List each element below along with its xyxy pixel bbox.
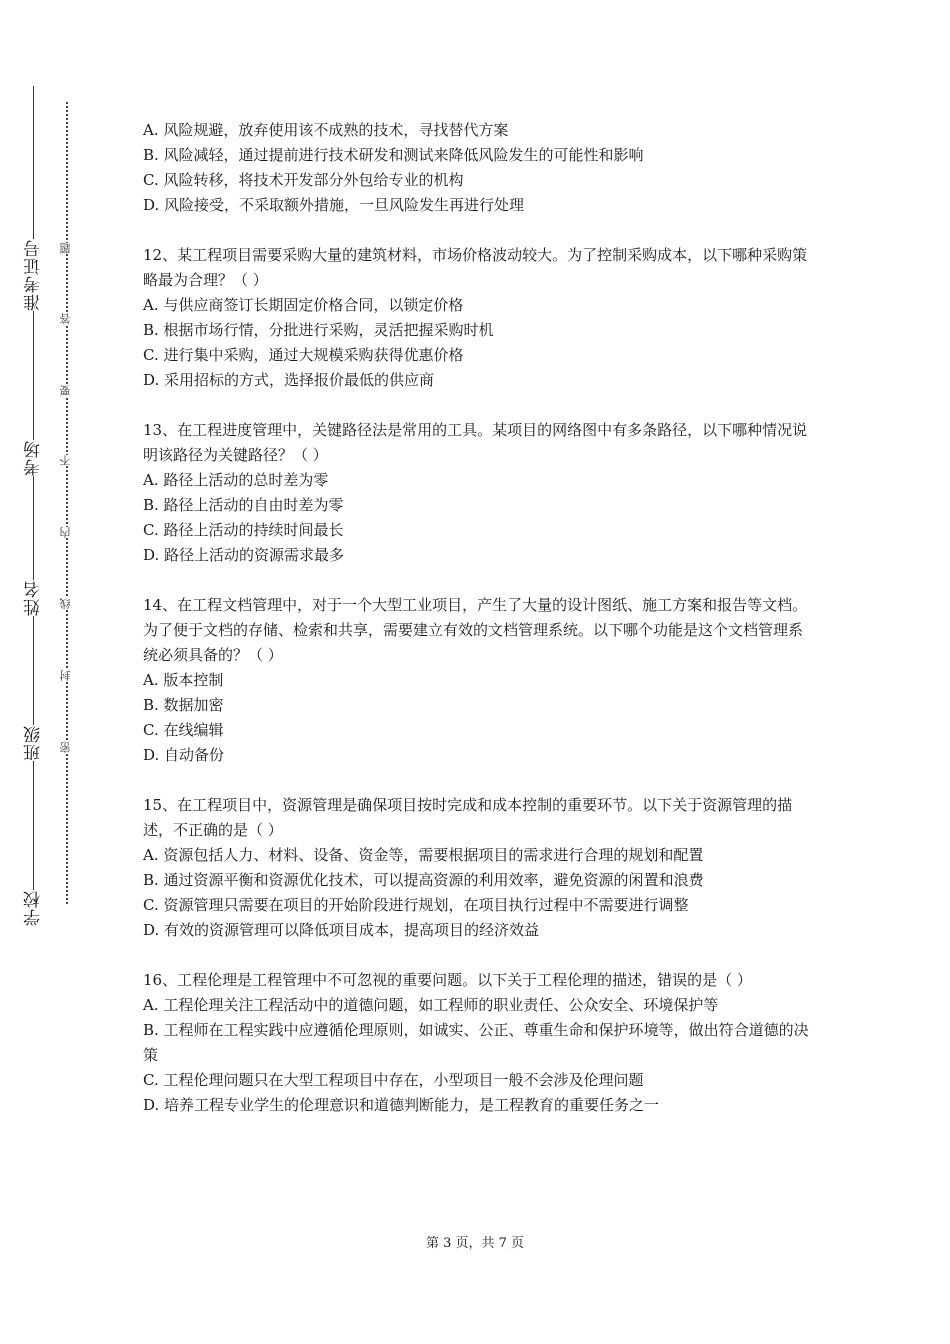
- question-stem: 16、工程伦理是工程管理中不可忽视的重要问题。以下关于工程伦理的描述，错误的是（ ）: [143, 971, 752, 989]
- question-stem: 15、在工程项目中，资源管理是确保项目按时完成和成本控制的重要环节。以下关于资源管理的描述，不正确的是（ ）: [143, 796, 793, 839]
- option-d: D. 采用招标的方式，选择报价最低的供应商: [143, 371, 435, 389]
- seal-char: 密: [59, 742, 72, 753]
- field-class: [20, 616, 46, 761]
- option-b: B. 通过资源平衡和资源优化技术，可以提高资源的利用效率，避免资源的闲置和浪费: [143, 871, 704, 889]
- seal-char: 内: [59, 527, 72, 538]
- seal-char: 线: [59, 598, 72, 609]
- seal-dotted-line: [66, 102, 68, 904]
- option-a: A. 路径上活动的总时差为零: [143, 471, 329, 489]
- option-b: B. 风险减轻，通过提前进行技术研发和测试来降低风险发生的可能性和影响: [143, 146, 644, 164]
- seal-char: 不: [59, 455, 72, 466]
- field-label: 考场: [23, 440, 44, 476]
- field-line: [33, 476, 34, 580]
- question-12: [143, 243, 813, 393]
- option-a: A. 与供应商签订长期固定价格合同，以锁定价格: [143, 296, 464, 314]
- page-number: 第 3 页，共 7 页: [425, 1236, 525, 1251]
- option-d: D. 培养工程专业学生的伦理意识和道德判断能力，是工程教育的重要任务之一: [143, 1096, 660, 1114]
- field-school: [20, 761, 46, 926]
- seal-char: 要: [59, 385, 72, 396]
- option-a: A. 版本控制: [143, 671, 224, 689]
- seal-char: 题: [59, 243, 72, 254]
- option-c: C. 资源管理只需要在项目的开始阶段进行规划，在项目执行过程中不需要进行调整: [143, 896, 689, 914]
- option-b: B. 工程师在工程实践中应遵循伦理原则，如诚实、公正、尊重生命和保护环境等，做出符合道德的决策: [143, 1021, 809, 1064]
- field-line: [33, 86, 34, 239]
- option-c: C. 进行集中采购，通过大规模采购获得优惠价格: [143, 346, 464, 364]
- option-b: B. 路径上活动的自由时差为零: [143, 496, 344, 514]
- option-c: C. 风险转移，将技术开发部分外包给专业的机构: [143, 171, 464, 189]
- field-label: 班级: [23, 725, 44, 761]
- field-name: [20, 476, 46, 616]
- question-13: [143, 418, 813, 568]
- question-stem: 12、某工程项目需要采购大量的建筑材料，市场价格波动较大。为了控制采购成本，以下哪种采购策略最为合理？（ ）: [143, 246, 808, 289]
- question-stem: 14、在工程文档管理中，对于一个大型工业项目，产生了大量的设计图纸、施工方案和报告等文档。为了便于文档的存储、检索和共享，需要建立有效的文档管理系统。以下哪个功能是这个文档管理系统必须具备的？（ ）: [143, 596, 808, 664]
- field-line: [33, 311, 34, 440]
- field-label: 准考证号: [23, 239, 44, 311]
- option-d: D. 自动备份: [143, 746, 225, 764]
- seal-char: 封: [59, 670, 72, 681]
- field-exam-number: [20, 86, 46, 311]
- option-c: C. 路径上活动的持续时间最长: [143, 521, 344, 539]
- question-11-continued: [143, 118, 813, 218]
- question-stem: 13、在工程进度管理中，关键路径法是常用的工具。某项目的网络图中有多条路径，以下哪种情况说明该路径为关键路径？（ ）: [143, 421, 808, 464]
- option-d: D. 有效的资源管理可以降低项目成本，提高项目的经济效益: [143, 921, 540, 939]
- field-exam-room: [20, 311, 46, 476]
- option-b: B. 数据加密: [143, 696, 224, 714]
- seal-char: 答: [59, 313, 72, 324]
- option-d: D. 路径上活动的资源需求最多: [143, 546, 345, 564]
- option-b: B. 根据市场行情，分批进行采购，灵活把握采购时机: [143, 321, 494, 339]
- field-label: 姓名: [23, 580, 44, 616]
- option-c: C. 在线编辑: [143, 721, 224, 739]
- question-15: [143, 793, 813, 943]
- question-14: [143, 593, 813, 768]
- field-line: [33, 616, 34, 725]
- field-line: [33, 761, 34, 890]
- question-16: [143, 968, 813, 1118]
- field-label: 学校: [23, 890, 44, 926]
- option-a: A. 风险规避，放弃使用该不成熟的技术，寻找替代方案: [143, 121, 509, 139]
- option-c: C. 工程伦理问题只在大型工程项目中存在，小型项目一般不会涉及伦理问题: [143, 1071, 644, 1089]
- option-a: A. 工程伦理关注工程活动中的道德问题，如工程师的职业责任、公众安全、环境保护等: [143, 996, 719, 1014]
- option-d: D. 风险接受，不采取额外措施，一旦风险发生再进行处理: [143, 196, 525, 214]
- option-a: A. 资源包括人力、材料、设备、资金等，需要根据项目的需求进行合理的规划和配置: [143, 846, 704, 864]
- question-list: [143, 118, 813, 1143]
